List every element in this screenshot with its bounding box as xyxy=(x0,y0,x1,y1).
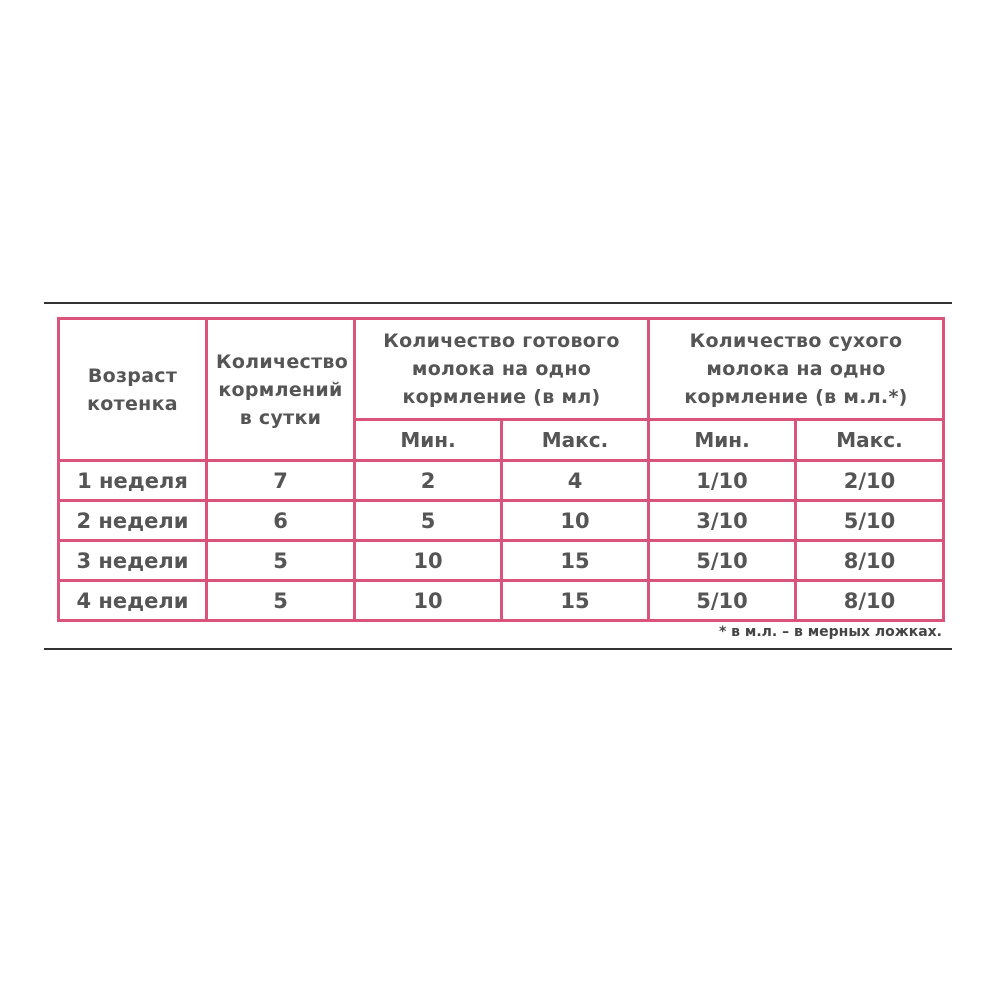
cell-ready-max: 10 xyxy=(502,501,649,541)
cell-dry-max: 2/10 xyxy=(796,461,944,501)
cell-ready-min: 10 xyxy=(355,581,502,621)
table-row xyxy=(59,461,944,501)
table-row xyxy=(59,501,944,541)
footnote: * в м.л. – в мерных ложках. xyxy=(718,624,942,640)
header-ready-min: Мин. xyxy=(355,420,502,461)
cell-dry-max: 5/10 xyxy=(796,501,944,541)
header-row xyxy=(59,319,944,420)
cell-dry-min: 5/10 xyxy=(649,581,796,621)
bottom-rule xyxy=(44,648,952,650)
cell-ready-min: 2 xyxy=(355,461,502,501)
cell-age: 1 неделя xyxy=(59,461,207,501)
header-dry-milk: Количество сухого молока на одно кормление (в м.л.*) xyxy=(649,319,944,420)
table-row xyxy=(59,581,944,621)
top-rule xyxy=(44,302,952,304)
feeding-table xyxy=(57,317,945,622)
cell-age: 2 недели xyxy=(59,501,207,541)
cell-dry-min: 1/10 xyxy=(649,461,796,501)
cell-dry-max: 8/10 xyxy=(796,581,944,621)
header-dry-min: Мин. xyxy=(649,420,796,461)
header-ready-max: Макс. xyxy=(502,420,649,461)
cell-ready-max: 15 xyxy=(502,541,649,581)
cell-ready-max: 4 xyxy=(502,461,649,501)
cell-ready-max: 15 xyxy=(502,581,649,621)
cell-dry-max: 8/10 xyxy=(796,541,944,581)
header-feedings: Количество кормлений в сутки xyxy=(207,319,355,461)
cell-age: 4 недели xyxy=(59,581,207,621)
header-ready-milk: Количество готового молока на одно кормление (в мл) xyxy=(355,319,649,420)
cell-dry-min: 3/10 xyxy=(649,501,796,541)
cell-dry-min: 5/10 xyxy=(649,541,796,581)
cell-feedings: 7 xyxy=(207,461,355,501)
header-age: Возраст котенка xyxy=(59,319,207,461)
cell-feedings: 6 xyxy=(207,501,355,541)
cell-feedings: 5 xyxy=(207,541,355,581)
cell-age: 3 недели xyxy=(59,541,207,581)
cell-feedings: 5 xyxy=(207,581,355,621)
table-row xyxy=(59,541,944,581)
header-dry-max: Макс. xyxy=(796,420,944,461)
cell-ready-min: 10 xyxy=(355,541,502,581)
cell-ready-min: 5 xyxy=(355,501,502,541)
